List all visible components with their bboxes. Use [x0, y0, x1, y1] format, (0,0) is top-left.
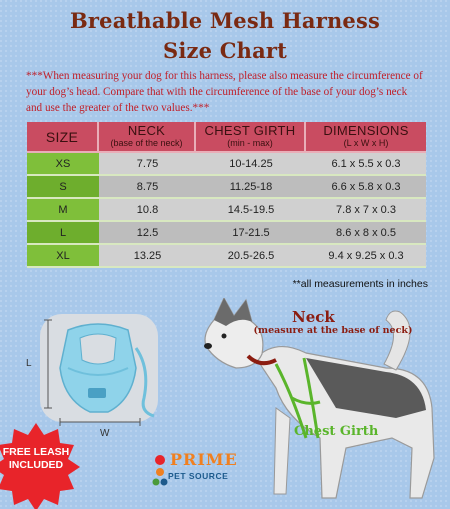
cell-neck: 8.75	[99, 176, 196, 199]
harness-illustration	[28, 308, 168, 428]
cell-size: S	[27, 176, 99, 199]
cell-dimensions: 6.1 x 5.5 x 0.3	[306, 153, 426, 176]
cell-dimensions: 7.8 x 7 x 0.3	[306, 199, 426, 222]
chart-title-line2: Size Chart	[162, 38, 288, 63]
logo-text-prime: PRIME	[170, 450, 238, 469]
cell-neck: 10.8	[99, 199, 196, 222]
harness-width-label: W	[100, 428, 110, 439]
harness-length-label: L	[26, 358, 32, 369]
measurement-footnote: **all measurements in inches	[292, 278, 428, 290]
table-row	[27, 245, 426, 268]
header-size-label: SIZE	[45, 128, 79, 145]
table-header-row	[27, 122, 426, 153]
cell-size: XL	[27, 245, 99, 268]
free-leash-badge-text: FREE LEASH INCLUDED	[2, 446, 70, 471]
header-dimensions	[306, 122, 426, 153]
table-row	[27, 176, 426, 199]
cell-size: M	[27, 199, 99, 222]
neck-label: Neck	[292, 308, 335, 326]
chest-girth-label: Chest Girth	[294, 424, 379, 439]
header-size	[27, 122, 99, 153]
cell-dimensions: 8.6 x 8 x 0.5	[306, 222, 426, 245]
harness-product-image	[26, 308, 168, 439]
cell-neck: 13.25	[99, 245, 196, 268]
cell-dimensions: 9.4 x 9.25 x 0.3	[306, 245, 426, 268]
measuring-note: ***When measuring your dog for this harness, please also measure the circumference of your dog’s head. Compare that with the circumference of the base of your dog’s neck and use the greater of the two values.***	[26, 70, 423, 114]
cell-chest: 11.25-18	[196, 176, 306, 199]
header-chest	[196, 122, 306, 153]
header-dimensions-label: DIMENSIONS	[323, 123, 409, 138]
cell-chest: 20.5-26.5	[196, 245, 306, 268]
cell-chest: 17-21.5	[196, 222, 306, 245]
neck-measure-note: (measure at the base of neck)	[253, 325, 413, 336]
cell-neck: 12.5	[99, 222, 196, 245]
cell-neck: 7.75	[99, 153, 196, 176]
table-row	[27, 153, 426, 176]
cell-chest: 10-14.25	[196, 153, 306, 176]
cell-size: L	[27, 222, 99, 245]
cell-size: XS	[27, 153, 99, 176]
header-neck-label: NECK	[127, 123, 166, 138]
header-chest-sublabel: (min - max)	[227, 138, 273, 148]
table-row	[27, 222, 426, 245]
table-row	[27, 199, 426, 222]
logo-text-pet-source: PET SOURCE	[168, 471, 229, 481]
header-chest-label: CHEST GIRTH	[204, 123, 296, 138]
cell-chest: 14.5-19.5	[196, 199, 306, 222]
header-neck	[99, 122, 196, 153]
header-neck-sublabel: (base of the neck)	[110, 138, 183, 148]
cell-dimensions: 6.6 x 5.8 x 0.3	[306, 176, 426, 199]
header-dimensions-sublabel: (L x W x H)	[343, 138, 389, 148]
size-table	[27, 122, 426, 268]
chart-title-line1: Breathable Mesh Harness	[69, 8, 381, 33]
